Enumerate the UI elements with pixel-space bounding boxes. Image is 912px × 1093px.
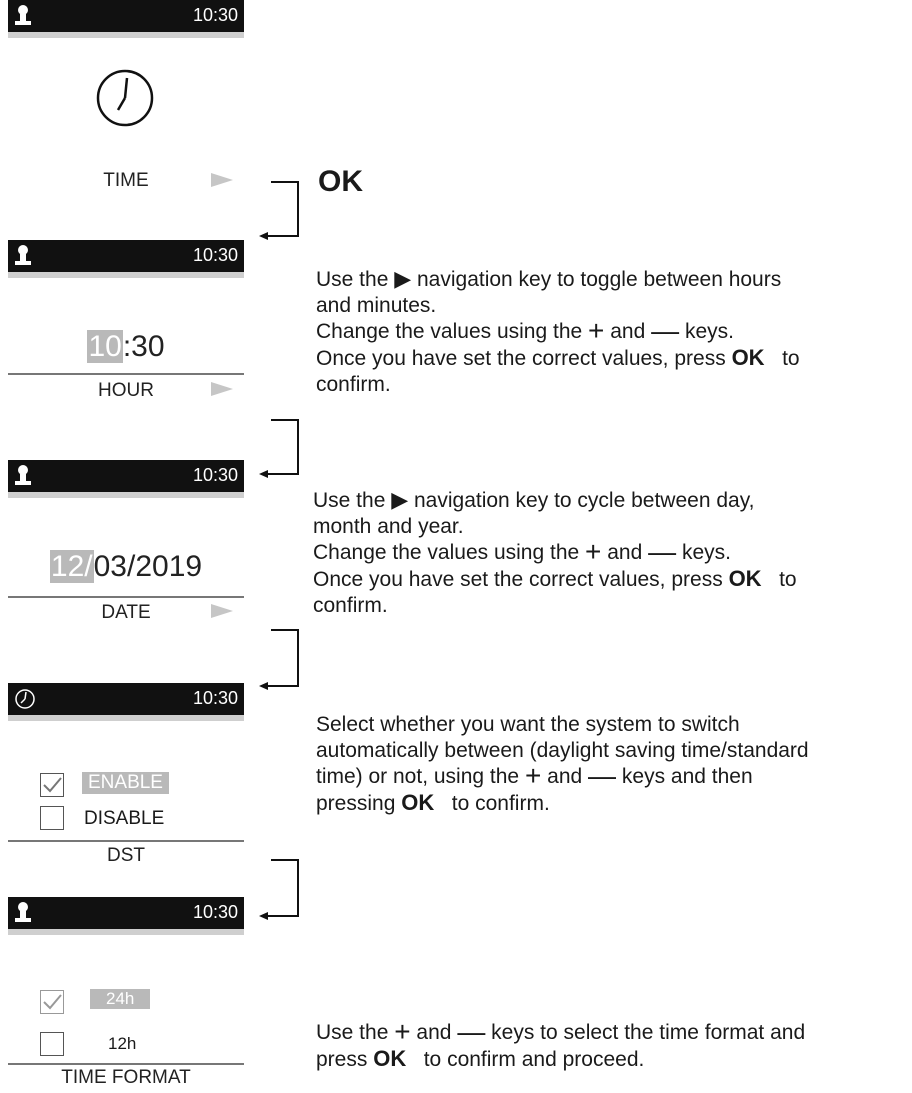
dst-instructions <box>316 712 906 817</box>
date-screen <box>8 460 244 625</box>
day-selected[interactable] <box>50 550 94 583</box>
disable-label: DISABLE <box>84 808 165 829</box>
status-subbar <box>8 32 244 38</box>
date-value <box>8 550 244 584</box>
screen-label-time-format: TIME FORMAT <box>61 1067 191 1088</box>
text: to <box>782 347 800 370</box>
text: to confirm. <box>451 792 550 815</box>
status-bar <box>8 0 244 32</box>
day-value: 12 <box>50 550 85 583</box>
right-arrow-icon: ▶ <box>394 266 412 291</box>
next-arrow-icon[interactable] <box>211 604 233 618</box>
screen-label-date: DATE <box>101 602 151 623</box>
screen-label-hour: HOUR <box>98 380 154 401</box>
plus-icon: + <box>585 536 602 567</box>
ok-key-label: OK <box>401 790 435 815</box>
footer-divider <box>8 1063 244 1065</box>
text: confirm. <box>316 373 391 396</box>
flow-connector <box>255 622 315 697</box>
status-time: 10:30 <box>192 465 238 485</box>
hour-value <box>8 330 244 364</box>
text: Once you have set the correct values, press <box>316 347 726 370</box>
status-bar <box>8 460 244 492</box>
status-bar <box>8 897 244 929</box>
screen-label-time: TIME <box>103 170 149 191</box>
dst-disable-option[interactable] <box>40 806 220 834</box>
dst-screen <box>8 683 244 868</box>
text: time) or not, using the <box>316 765 520 788</box>
minus-icon: — <box>457 1016 486 1047</box>
text: automatically between (daylight saving time/standard <box>316 739 809 762</box>
clock-icon <box>95 68 155 128</box>
status-time: 10:30 <box>192 902 238 922</box>
text: and <box>416 1021 452 1044</box>
text: Once you have set the correct values, press <box>313 568 723 591</box>
text: Use the <box>316 268 389 291</box>
minus-icon: — <box>648 536 677 567</box>
user-icon <box>14 4 32 26</box>
text: keys. <box>681 541 731 564</box>
minute-value[interactable]: :30 <box>122 330 165 363</box>
text: keys to select the time format and <box>491 1021 806 1044</box>
status-time: 10:30 <box>192 688 238 708</box>
time-format-instructions <box>316 1016 906 1073</box>
month-year-value[interactable]: 03/2019 <box>93 550 203 583</box>
plus-icon: + <box>394 1016 411 1047</box>
ok-key-label: OK <box>731 345 765 370</box>
time-format-screen <box>8 897 244 1090</box>
footer-divider <box>8 373 244 375</box>
checkbox-unchecked[interactable] <box>40 806 64 830</box>
checkbox-checked[interactable] <box>40 990 64 1014</box>
clock-icon <box>14 688 36 710</box>
screen-label-dst: DST <box>107 845 145 866</box>
text: confirm. <box>313 594 388 617</box>
hour-selected[interactable]: 10 <box>88 330 122 363</box>
text: Change the values using the <box>313 541 580 564</box>
status-subbar <box>8 715 244 721</box>
enable-label: ENABLE <box>82 772 169 794</box>
text: and <box>607 541 643 564</box>
format-12h-option[interactable] <box>40 1032 220 1060</box>
text: pressing <box>316 792 396 815</box>
ok-heading: OK <box>318 165 363 198</box>
12h-label: 12h <box>108 1034 137 1053</box>
minus-icon: — <box>588 760 617 791</box>
text: Use the <box>313 489 386 512</box>
24h-label: 24h <box>90 989 150 1009</box>
flow-connector <box>255 170 315 245</box>
checkmark-icon <box>41 774 63 796</box>
next-arrow-icon[interactable] <box>211 382 233 396</box>
status-bar <box>8 240 244 272</box>
text: press <box>316 1048 368 1071</box>
ok-key-label: OK <box>373 1046 407 1071</box>
hour-screen <box>8 240 244 403</box>
status-time: 10:30 <box>192 245 238 265</box>
text: keys. <box>684 320 734 343</box>
text: month and year. <box>313 515 464 538</box>
text: Use the <box>316 1021 389 1044</box>
next-arrow-icon[interactable] <box>211 173 233 187</box>
text: navigation key to toggle between hours <box>416 268 782 291</box>
format-24h-option[interactable] <box>40 990 220 1018</box>
text: and minutes. <box>316 294 437 317</box>
date-instructions <box>313 487 903 619</box>
text: keys and then <box>621 765 753 788</box>
text: to <box>779 568 797 591</box>
status-time: 10:30 <box>192 5 238 25</box>
right-arrow-icon: ▶ <box>391 487 409 512</box>
plus-icon: + <box>524 760 542 791</box>
footer-divider <box>8 596 244 598</box>
text: and <box>610 320 646 343</box>
user-icon <box>14 901 32 923</box>
text: Select whether you want the system to switch <box>316 713 740 736</box>
status-subbar <box>8 272 244 278</box>
text: Change the values using the <box>316 320 583 343</box>
flow-connector <box>255 410 315 485</box>
minus-icon: — <box>651 315 680 346</box>
status-subbar <box>8 929 244 935</box>
user-icon <box>14 464 32 486</box>
time-screen <box>8 0 244 195</box>
checkbox-checked[interactable] <box>40 773 64 797</box>
text: and <box>547 765 583 788</box>
plus-icon: + <box>588 315 605 346</box>
checkbox-unchecked[interactable] <box>40 1032 64 1056</box>
status-bar <box>8 683 244 715</box>
user-icon <box>14 244 32 266</box>
flow-connector <box>255 850 315 925</box>
hour-instructions <box>316 266 906 398</box>
text: navigation key to cycle between day, <box>413 489 755 512</box>
footer-divider <box>8 840 244 842</box>
day-separator: / <box>84 550 93 583</box>
ok-key-label: OK <box>728 566 762 591</box>
status-subbar <box>8 492 244 498</box>
dst-enable-option[interactable] <box>40 773 220 801</box>
checkmark-icon <box>41 991 63 1013</box>
text: to confirm and proceed. <box>423 1048 645 1071</box>
